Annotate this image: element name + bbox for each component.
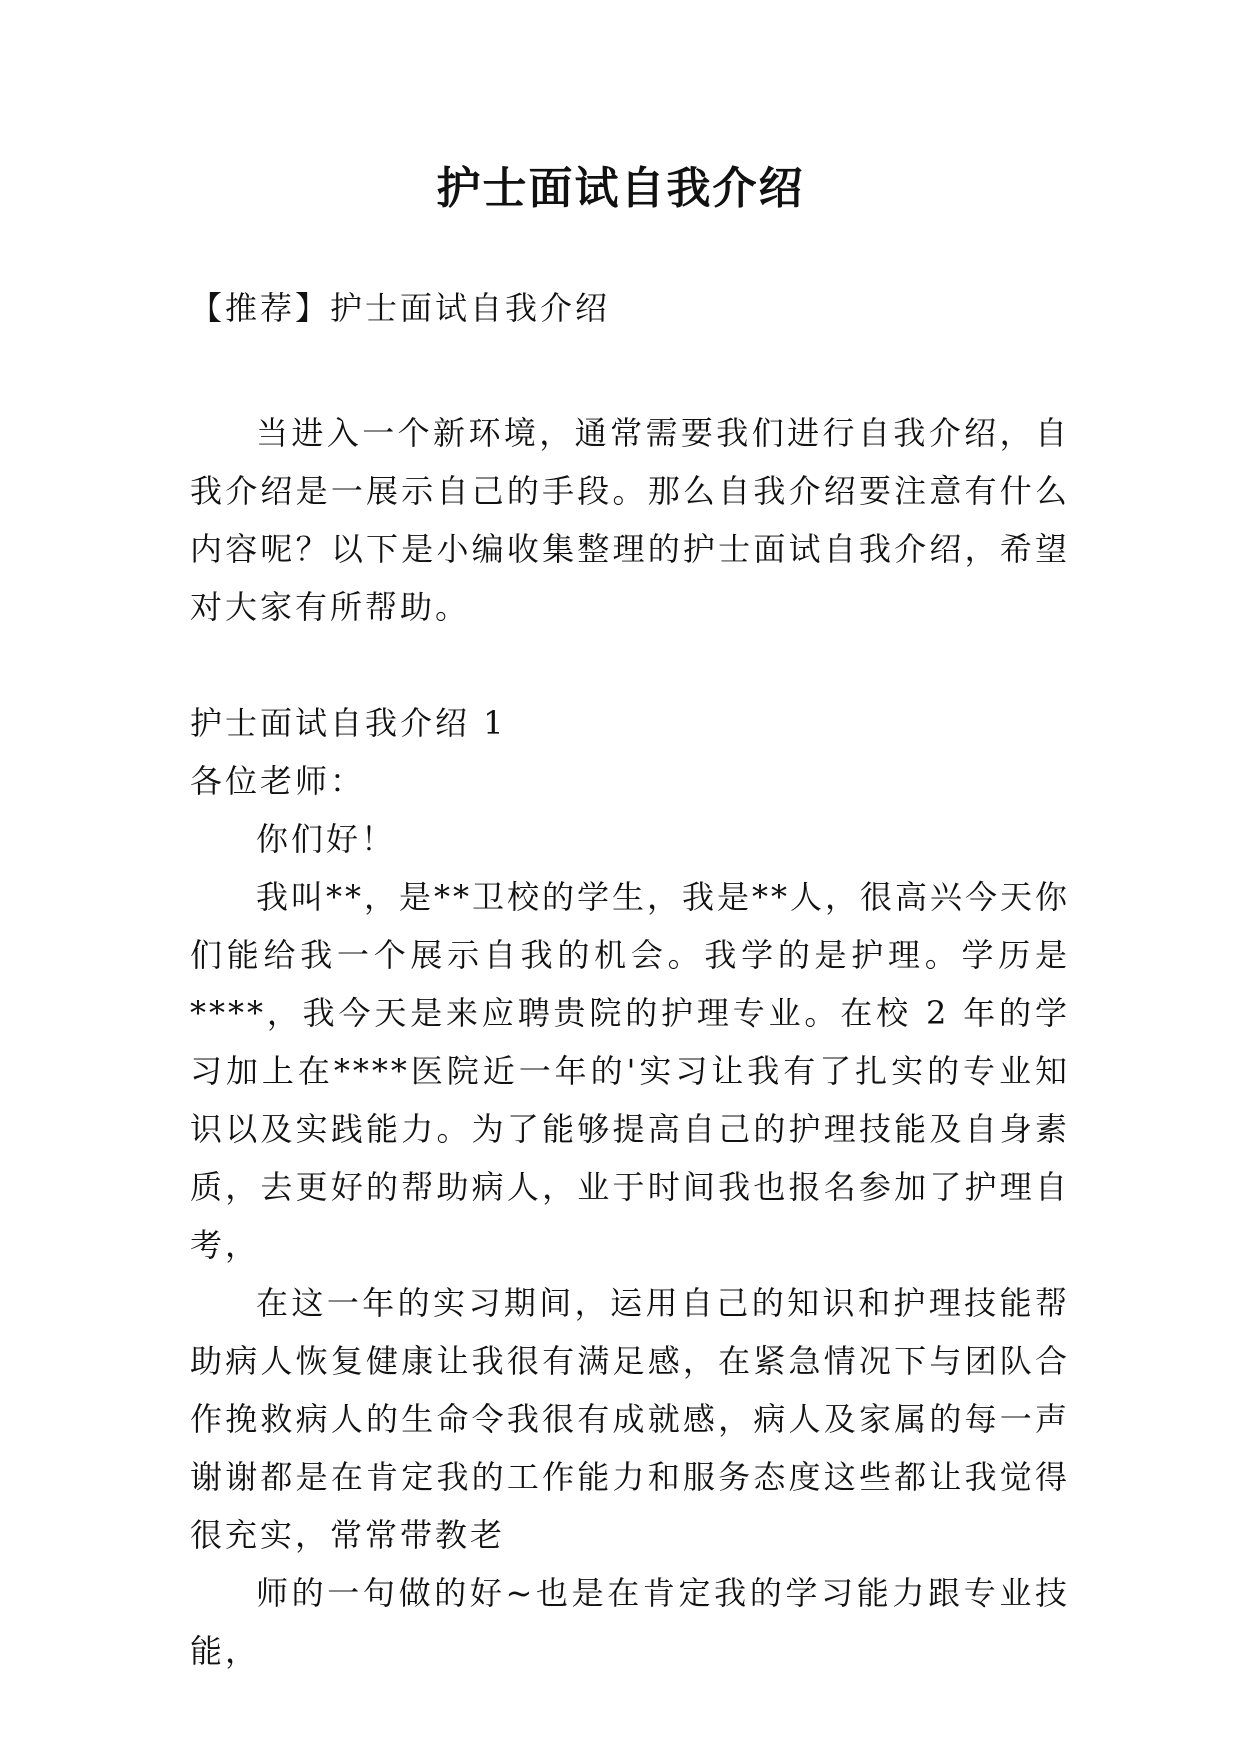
intro-paragraph [190, 404, 1070, 636]
section-heading: 护士面试自我介绍 1 [190, 704, 507, 742]
body-paragraph-3: 师的一句做的好~也是在肯定我的学习能力跟专业技能， [190, 1574, 1070, 1670]
document-subtitle: 【推荐】护士面试自我介绍 [190, 289, 611, 327]
body-paragraph-2: 在这一年的实习期间，运用自己的知识和护理技能帮助病人恢复健康让我很有满足感，在紧急情况下与团队合作挽救病人的生命令我很有成就感，病人及家属的每一声谢谢都是在肯定我的工作能力和服务态度这些都让我觉得很充实，常常带教老 [190, 1284, 1070, 1554]
salutation: 各位老师： [190, 762, 366, 800]
greeting: 你们好！ [256, 820, 397, 858]
body-paragraph-1: 我叫**，是**卫校的学生，我是**人，很高兴今天你们能给我一个展示自我的机会。我学的是护理。学历是****，我今天是来应聘贵院的护理专业。在校 2 年的学习加上在****医院近一年的'实习让我有了扎实的专业知识以及实践能力。为了能够提高自己的护理技能及自身素质，去更好的帮助病人，业于时间我也报名参加了护理自考， [190, 878, 1071, 1264]
section-1 [190, 694, 1070, 1680]
intro-text: 当进入一个新环境，通常需要我们进行自我介绍，自我介绍是一展示自己的手段。那么自我介绍要注意有什么内容呢？以下是小编收集整理的护士面试自我介绍，希望对大家有所帮助。 [190, 414, 1070, 626]
document-title: 护士面试自我介绍 [436, 163, 805, 214]
